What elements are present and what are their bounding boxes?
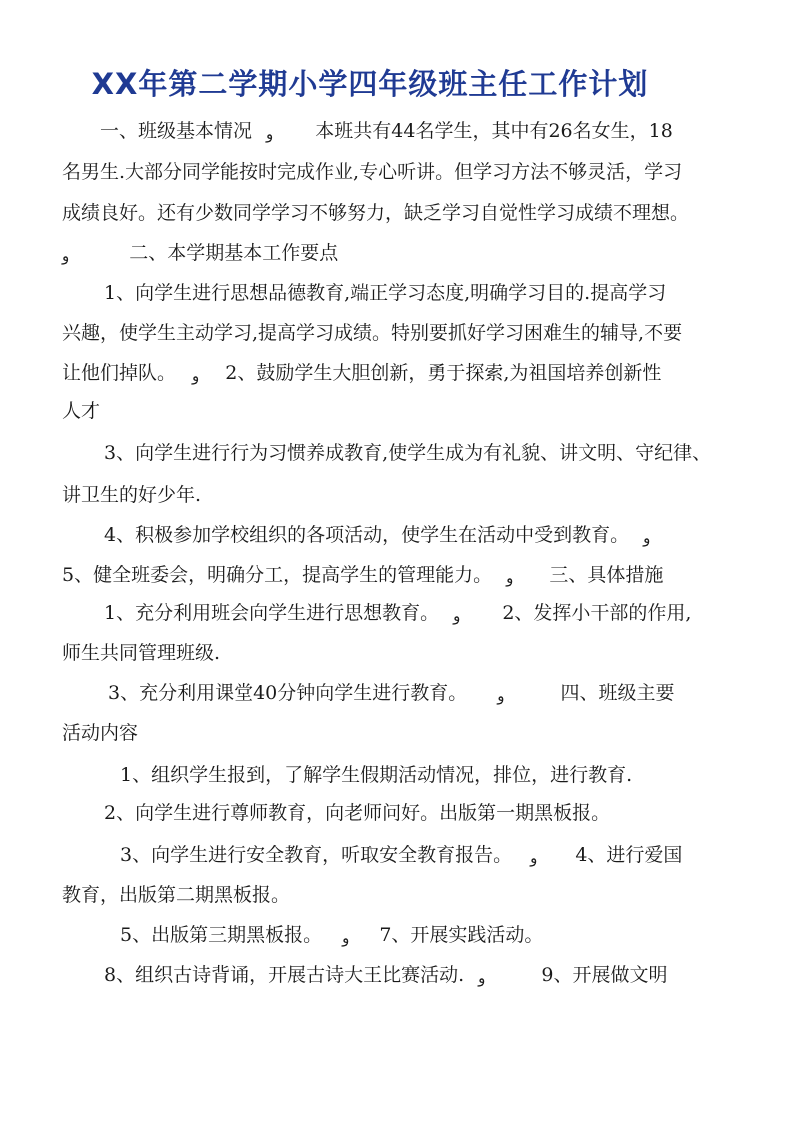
text-line bbox=[62, 640, 220, 666]
text-line bbox=[62, 482, 201, 508]
section-heading: 一、班级基本情况 bbox=[100, 120, 253, 142]
text-segment: 3、向学生进行行为习惯养成教育,使学生成为有礼貌、讲文明、守纪律、 bbox=[104, 442, 712, 464]
paragraph-mark: و bbox=[266, 125, 274, 143]
text-segment: 名男生.大部分同学能按时完成作业,专心听讲。但学习方法不够灵活，学习 bbox=[62, 161, 683, 183]
text-line bbox=[104, 280, 666, 306]
section-heading: 活动内容 bbox=[62, 722, 139, 744]
text-line bbox=[62, 398, 100, 424]
paragraph-mark: و bbox=[192, 367, 200, 385]
paragraph-mark: و bbox=[342, 929, 350, 947]
paragraph-mark: و bbox=[62, 247, 70, 265]
text-line bbox=[104, 800, 610, 826]
text-segment: 5、出版第三期黑板报。 bbox=[120, 924, 323, 946]
paragraph-mark: و bbox=[643, 529, 651, 547]
text-segment: 教育，出版第二期黑板报。 bbox=[62, 884, 291, 906]
text-line bbox=[62, 360, 661, 387]
text-segment: 2、发挥小干部的作用, bbox=[502, 602, 692, 624]
text-line bbox=[120, 762, 632, 788]
paragraph-mark: و bbox=[453, 607, 461, 625]
text-segment: 2、鼓励学生大胆创新，勇于探索,为祖国培养创新性 bbox=[225, 362, 662, 384]
text-line bbox=[104, 440, 711, 466]
text-segment: 1、组织学生报到，了解学生假期活动情况，排位，进行教育. bbox=[120, 764, 633, 786]
text-segment: 4、积极参加学校组织的各项活动，使学生在活动中受到教育。 bbox=[104, 524, 630, 546]
text-segment: 3、向学生进行安全教育，听取安全教育报告。 bbox=[120, 844, 513, 866]
text-segment: 9、开展做文明 bbox=[541, 964, 668, 986]
text-line bbox=[62, 240, 338, 267]
paragraph-mark: و bbox=[530, 849, 538, 867]
text-segment: 7、开展实践活动。 bbox=[379, 924, 544, 946]
text-line bbox=[120, 842, 682, 869]
section-heading: 二、本学期基本工作要点 bbox=[129, 242, 339, 264]
text-segment: 师生共同管理班级. bbox=[62, 642, 221, 664]
text-line bbox=[62, 720, 138, 746]
paragraph-mark: و bbox=[497, 687, 505, 705]
text-segment: 让他们掉队。 bbox=[62, 362, 177, 384]
section-heading: 四、班级主要 bbox=[560, 682, 675, 704]
text-segment: 4、进行爱国 bbox=[575, 844, 683, 866]
text-line bbox=[62, 200, 689, 226]
text-line bbox=[62, 159, 682, 185]
text-line bbox=[104, 600, 691, 627]
text-line bbox=[120, 922, 543, 949]
section-heading: 三、具体措施 bbox=[549, 564, 664, 586]
text-segment: 成绩良好。还有少数同学学习不够努力，缺乏学习自觉性学习成绩不理想。 bbox=[62, 202, 690, 224]
text-line bbox=[62, 562, 663, 589]
text-segment: 3、充分利用课堂40分钟向学生进行教育。 bbox=[108, 682, 468, 704]
text-segment: 8、组织古诗背诵，开展古诗大王比赛活动. bbox=[104, 964, 465, 986]
text-line bbox=[104, 962, 667, 989]
text-line bbox=[104, 522, 650, 549]
text-line bbox=[100, 118, 673, 145]
text-segment: 1、向学生进行思想品德教育,端正学习态度,明确学习目的.提高学习 bbox=[104, 282, 667, 304]
document-title: XX年第二学期小学四年级班主任工作计划 bbox=[91, 67, 649, 101]
text-segment: 兴趣，使学生主动学习,提高学习成绩。特别要抓好学习困难生的辅导,不要 bbox=[62, 322, 683, 344]
text-segment: 2、向学生进行尊师教育，向老师问好。出版第一期黑板报。 bbox=[104, 802, 611, 824]
text-line bbox=[62, 882, 290, 908]
text-segment: 人才 bbox=[62, 400, 101, 422]
text-segment: 讲卫生的好少年. bbox=[62, 484, 202, 506]
paragraph-mark: و bbox=[506, 569, 514, 587]
text-segment: 5、健全班委会，明确分工，提高学生的管理能力。 bbox=[62, 564, 493, 586]
text-line bbox=[62, 320, 682, 346]
paragraph-mark: و bbox=[478, 969, 486, 987]
text-segment: 本班共有44名学生，其中有26名女生，18 bbox=[315, 120, 673, 142]
text-line bbox=[108, 680, 675, 707]
text-segment: 1、充分利用班会向学生进行思想教育。 bbox=[104, 602, 440, 624]
